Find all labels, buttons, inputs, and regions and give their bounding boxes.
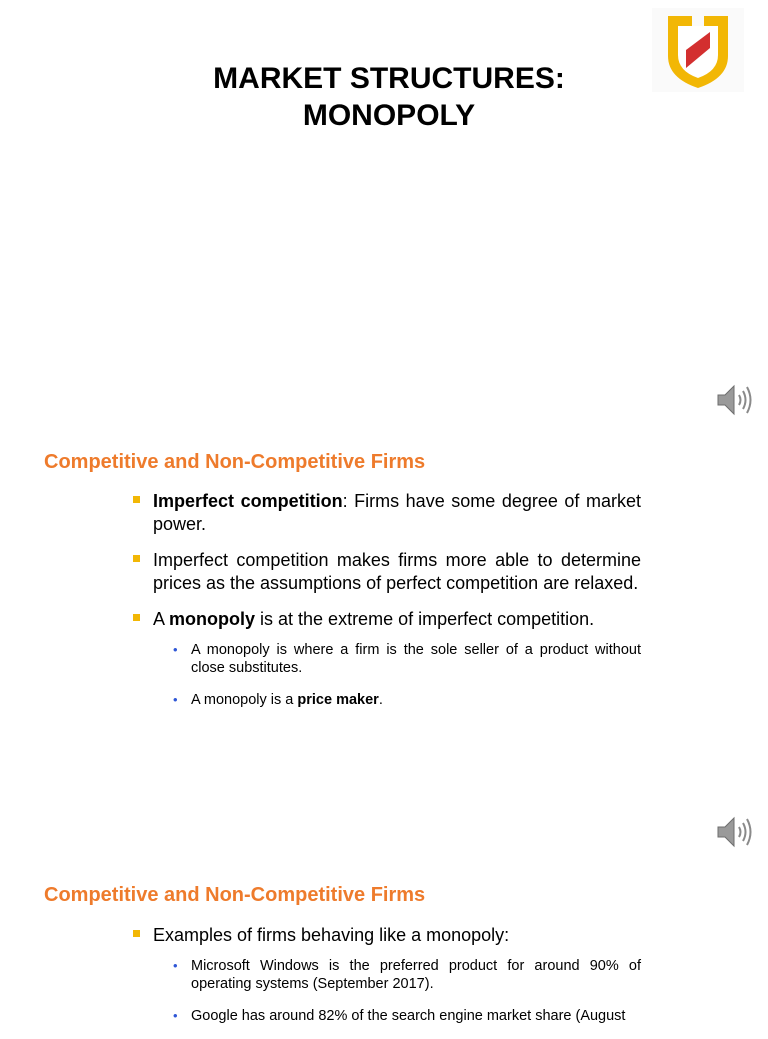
sub-bullet-bold: price maker bbox=[297, 692, 379, 708]
slide-heading: Competitive and Non-Competitive Firms bbox=[44, 884, 426, 906]
sub-bullet-list bbox=[153, 641, 641, 709]
sub-bullet-item bbox=[153, 1007, 641, 1025]
sub-bullet-list bbox=[153, 957, 641, 1025]
bullet-text: : Firms have some degree of market power. bbox=[153, 491, 641, 534]
slide-title bbox=[0, 0, 768, 432]
bullet-list bbox=[133, 490, 641, 723]
bullet-pre: A bbox=[153, 609, 170, 629]
speaker-icon[interactable] bbox=[712, 380, 756, 420]
title-line-2: MONOPOLY bbox=[302, 99, 476, 132]
title-line-1: MARKET STRUCTURES: bbox=[213, 62, 565, 95]
slide-heading: Competitive and Non-Competitive Firms bbox=[44, 451, 426, 473]
sub-bullet-pre: A monopoly is a bbox=[191, 692, 298, 708]
bullet-item bbox=[133, 608, 641, 709]
slide-competitive-firms-1 bbox=[0, 432, 768, 864]
bullet-bold: monopoly bbox=[169, 609, 256, 629]
slide-competitive-firms-2 bbox=[0, 864, 768, 1024]
sub-bullet-item bbox=[153, 691, 641, 709]
sub-bullet-item bbox=[153, 641, 641, 677]
bullet-item bbox=[133, 924, 641, 1025]
sub-bullet-text: . bbox=[378, 692, 383, 708]
bullet-text: Examples of firms behaving like a monopoly: bbox=[153, 925, 510, 945]
sub-bullet-text: Google has around 82% of the search engine market share (August bbox=[191, 1008, 626, 1024]
speaker-icon[interactable] bbox=[712, 812, 756, 852]
bullet-text: Imperfect competition makes firms more able to determine prices as the assumptions of perfect competition are relaxed. bbox=[153, 550, 641, 593]
bullet-item bbox=[133, 549, 641, 595]
university-shield-logo bbox=[652, 8, 744, 92]
bullet-item bbox=[133, 490, 641, 536]
sub-bullet-item bbox=[153, 957, 641, 993]
sub-bullet-text: Microsoft Windows is the preferred product for around 90% of operating systems (September 2017). bbox=[191, 958, 641, 992]
bullet-list bbox=[133, 924, 641, 1039]
bullet-text: is at the extreme of imperfect competition. bbox=[255, 609, 595, 629]
sub-bullet-text: A monopoly is where a firm is the sole seller of a product without close substitutes. bbox=[191, 642, 641, 676]
bullet-bold: Imperfect competition bbox=[153, 491, 343, 511]
